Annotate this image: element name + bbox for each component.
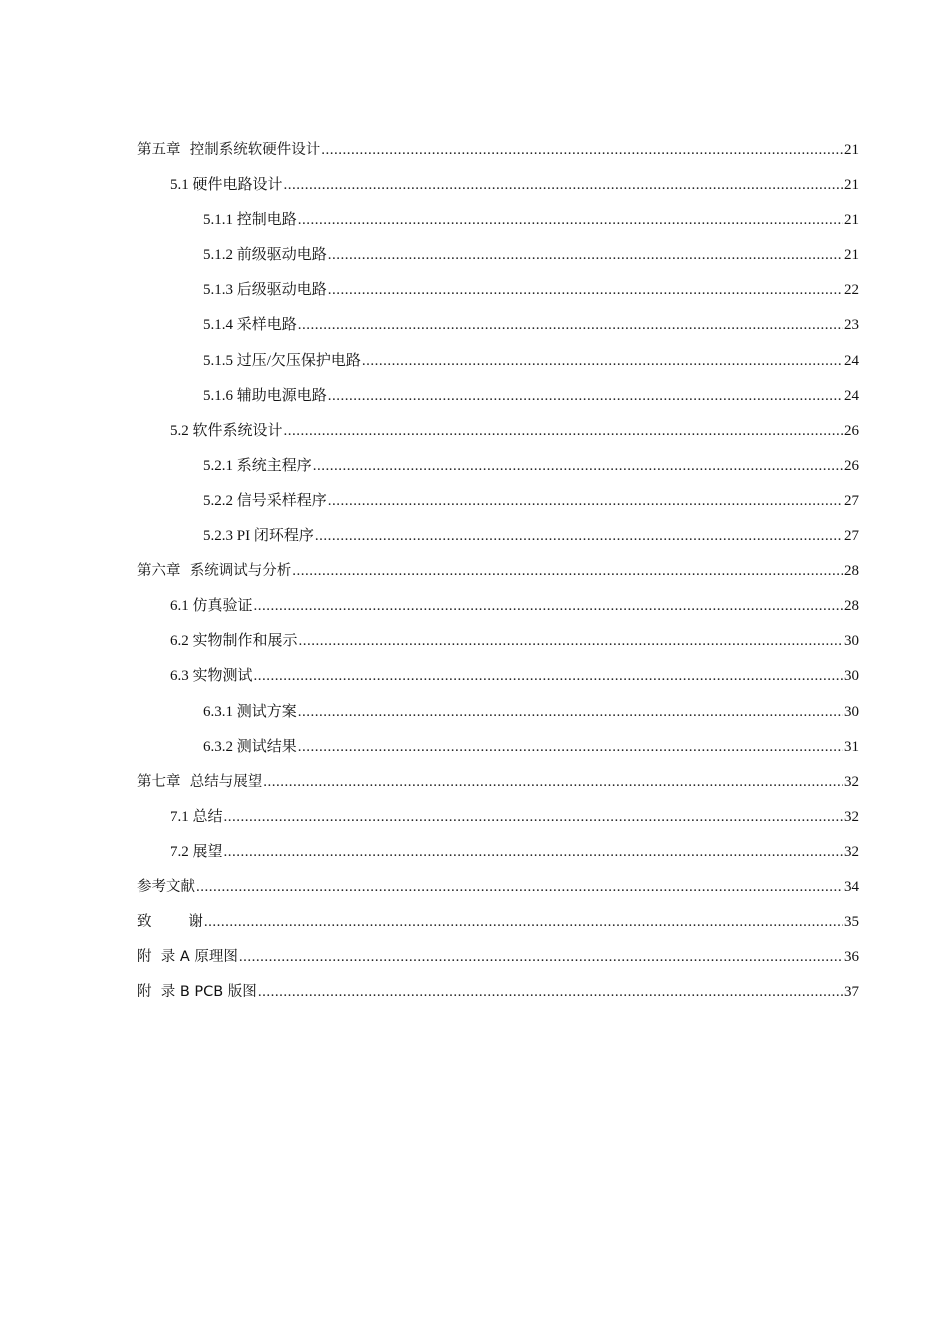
- toc-entry-title: 5.1.2 前级驱动电路: [203, 247, 327, 264]
- toc-entry-title: 5.2 软件系统设计: [170, 422, 283, 439]
- toc-entry[interactable]: [137, 419, 859, 454]
- toc-dot-leader: [292, 563, 843, 580]
- toc-entry-title: 5.1.4 采样电路: [203, 317, 297, 334]
- toc-entry[interactable]: [137, 840, 859, 875]
- toc-entry-title: 5.1.5 过压/欠压保护电路: [203, 352, 361, 369]
- toc-entry[interactable]: [137, 208, 859, 243]
- toc-entry-page-number: 32: [844, 843, 859, 860]
- toc-dot-leader: [196, 879, 843, 896]
- toc-dot-leader: [284, 177, 843, 194]
- toc-dot-leader: [328, 493, 843, 510]
- toc-entry-page-number: 21: [844, 177, 859, 194]
- toc-dot-leader: [313, 458, 843, 475]
- toc-entry[interactable]: [137, 278, 859, 313]
- toc-entry-page-number: 36: [844, 949, 859, 966]
- toc-entry[interactable]: [137, 629, 859, 664]
- toc-entry-page-number: 27: [844, 528, 859, 545]
- toc-entry-title: 6.2 实物制作和展示: [170, 633, 298, 650]
- toc-dot-leader: [254, 668, 843, 685]
- toc-entry-title: 6.3 实物测试: [170, 668, 253, 685]
- toc-entry-title: 5.1.1 控制电路: [203, 212, 297, 229]
- table-of-contents: [137, 138, 859, 1015]
- toc-dot-leader: [298, 739, 843, 756]
- toc-entry-page-number: 30: [844, 703, 859, 720]
- toc-entry-title: 7.2 展望: [170, 843, 223, 860]
- toc-dot-leader: [239, 949, 843, 966]
- toc-dot-leader: [284, 423, 843, 440]
- toc-entry-title: 第七章 总结与展望: [137, 773, 263, 790]
- toc-entry-title: 参考文献: [137, 878, 195, 895]
- toc-entry-page-number: 30: [844, 668, 859, 685]
- toc-dot-leader: [204, 914, 843, 931]
- toc-entry-title: 6.3.2 测试结果: [203, 738, 297, 755]
- toc-entry-page-number: 23: [844, 317, 859, 334]
- toc-entry-page-number: 31: [844, 738, 859, 755]
- toc-entry-title: 第六章 系统调试与分析: [137, 563, 292, 580]
- toc-entry-page-number: 22: [844, 282, 859, 299]
- toc-entry-page-number: 21: [844, 247, 859, 264]
- toc-entry[interactable]: [137, 805, 859, 840]
- toc-dot-leader: [321, 142, 843, 159]
- toc-dot-leader: [224, 809, 843, 826]
- toc-dot-leader: [328, 247, 843, 264]
- toc-entry[interactable]: [137, 980, 859, 1015]
- toc-entry[interactable]: [137, 664, 859, 699]
- toc-entry-page-number: 34: [844, 878, 859, 895]
- toc-entry-page-number: 21: [844, 212, 859, 229]
- toc-entry[interactable]: [137, 770, 859, 805]
- toc-entry-title: 5.1 硬件电路设计: [170, 177, 283, 194]
- toc-entry-title: 6.1 仿真验证: [170, 598, 253, 615]
- toc-entry-title: 5.2.2 信号采样程序: [203, 492, 327, 509]
- toc-entry-page-number: 35: [844, 914, 859, 931]
- toc-entry[interactable]: [137, 173, 859, 208]
- toc-entry[interactable]: [137, 313, 859, 348]
- toc-entry-title: 致 谢: [137, 914, 203, 931]
- toc-entry-title: 5.1.3 后级驱动电路: [203, 282, 327, 299]
- toc-entry-title: 第五章 控制系统软硬件设计: [137, 142, 321, 158]
- toc-dot-leader: [299, 633, 843, 650]
- toc-entry[interactable]: [137, 945, 859, 980]
- toc-entry[interactable]: [137, 349, 859, 384]
- toc-entry[interactable]: [137, 700, 859, 735]
- toc-dot-leader: [298, 704, 843, 721]
- toc-entry-title: 6.3.1 测试方案: [203, 703, 297, 720]
- toc-dot-leader: [315, 528, 843, 545]
- toc-dot-leader: [224, 844, 843, 861]
- toc-entry-title: 5.2.1 系统主程序: [203, 457, 312, 474]
- toc-entry[interactable]: [137, 489, 859, 524]
- toc-dot-leader: [258, 984, 843, 1001]
- toc-dot-leader: [328, 388, 843, 405]
- toc-entry-page-number: 30: [844, 633, 859, 650]
- toc-dot-leader: [254, 598, 843, 615]
- toc-entry[interactable]: [137, 875, 859, 910]
- toc-entry-title: 附 录 A 原理图: [137, 949, 238, 966]
- toc-entry[interactable]: [137, 454, 859, 489]
- toc-entry[interactable]: [137, 910, 859, 945]
- toc-entry-title: 5.2.3 PI 闭环程序: [203, 528, 314, 545]
- toc-entry-title: 5.1.6 辅助电源电路: [203, 387, 327, 404]
- toc-entry[interactable]: [137, 594, 859, 629]
- toc-dot-leader: [328, 282, 843, 299]
- toc-entry[interactable]: [137, 524, 859, 559]
- toc-entry-title: 7.1 总结: [170, 808, 223, 825]
- toc-entry-page-number: 26: [844, 457, 859, 474]
- toc-dot-leader: [362, 353, 843, 370]
- toc-entry[interactable]: [137, 384, 859, 419]
- toc-entry-page-number: 21: [844, 142, 859, 158]
- toc-dot-leader: [298, 212, 843, 229]
- toc-entry-page-number: 27: [844, 492, 859, 509]
- toc-entry-page-number: 28: [844, 563, 859, 580]
- toc-entry[interactable]: [137, 559, 859, 594]
- toc-dot-leader: [298, 317, 843, 334]
- toc-entry-title: 附 录 B PCB 版图: [137, 984, 257, 1001]
- toc-entry[interactable]: [137, 243, 859, 278]
- toc-entry-page-number: 24: [844, 352, 859, 369]
- toc-entry[interactable]: [137, 735, 859, 770]
- toc-entry[interactable]: [137, 138, 859, 173]
- toc-entry-page-number: 24: [844, 387, 859, 404]
- toc-entry-page-number: 28: [844, 598, 859, 615]
- toc-entry-page-number: 32: [844, 773, 859, 790]
- toc-entry-page-number: 26: [844, 422, 859, 439]
- toc-entry-page-number: 32: [844, 808, 859, 825]
- toc-entry-page-number: 37: [844, 984, 859, 1001]
- toc-dot-leader: [263, 774, 843, 791]
